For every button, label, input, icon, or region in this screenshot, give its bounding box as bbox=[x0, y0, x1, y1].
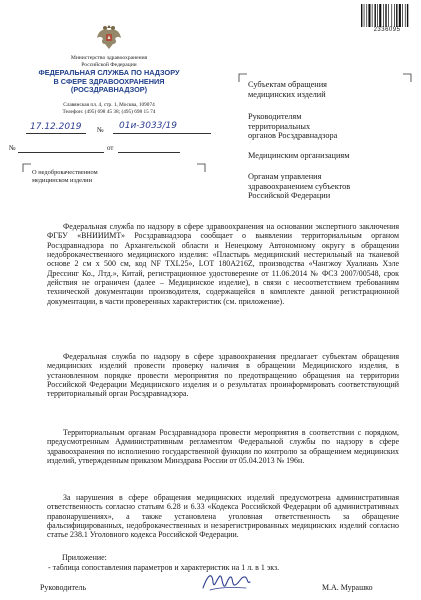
subject-bracket-left bbox=[22, 163, 32, 173]
signatory-name: М.А. Мурашко bbox=[322, 583, 373, 592]
addressee-line: Медицинским организациям bbox=[248, 151, 350, 160]
paragraph-2: Федеральная служба по надзору в сфере здравоохранения предлагает субъектам обращения медицинских изделий провести проверку наличия в обращении Медицинского изделия, в установленном порядке провести мероприятия по предотвращению обращения на территории Российской Федерации Медицинского изделия и о результатах проинформировать соответствующий территориальный орган Росздравнадзора. bbox=[47, 352, 399, 399]
addressee-line: здравоохранением субъектов bbox=[248, 181, 351, 191]
agency-name-line2: В СФЕРЕ ЗДРАВООХРАНЕНИЯ bbox=[53, 76, 165, 86]
addressee-block-1 bbox=[248, 80, 398, 99]
paragraph-1: Федеральная служба по надзору в сфере здравоохранения на основании экспертного заключения ФГБУ «ВНИИИМТ» Росздравнадзора сообщает о выявлении территориальным органом Росздравнадзора по Архангельской области и Ненецкому Автономному округу в обращении недоброкачественного медицинского изделия: «Пластырь медицинский нестерильный на тканевой основе 2 см х 500 см, код NF TXL25», LOT 180A216Z, производства «Чангжоу Хуалиань Хэле Дрессинг Ко., Лтд.», Китай, регистрационное удостоверение от 11.06.2014 № ФСЗ 2007/00548, срок действия не ограничен (далее – Медицинское изделие), в связи с несоответствием требованиям технической документации производителя, содержащейся в комплекте данной регистрационной документации, в части проверенных характеристик (см. приложение). bbox=[47, 222, 399, 306]
subject-bracket-right bbox=[196, 163, 206, 173]
from-label: от bbox=[107, 144, 114, 152]
agency-address: Славянская пл. 4, стр. 1, Москва, 109074 bbox=[63, 102, 155, 108]
addressee-bracket-right bbox=[402, 73, 412, 83]
addressee-line: медицинских изделий bbox=[248, 89, 326, 99]
agency-name-line1: ФЕДЕРАЛЬНАЯ СЛУЖБА ПО НАДЗОРУ bbox=[38, 68, 180, 77]
paragraph-3: Территориальным органам Росздравнадзора провести мероприятия в соответствии с порядком, предусмотренным Административным регламентом Федеральной службы по надзору в сфере здравоохранения по исполнению государственной функции по контролю за обращением медицинских изделий, утвержденным приказом Минздрава России от 05.04.2013 № 196н. bbox=[47, 428, 399, 466]
addressee-block-2 bbox=[248, 112, 398, 141]
country-name: Российской Федерации bbox=[81, 61, 137, 68]
ref-number-underline bbox=[18, 152, 104, 153]
number-underline bbox=[113, 133, 211, 134]
document-number: 01и-3033/19 bbox=[119, 121, 177, 131]
paragraph-4: За нарушения в сфере обращения медицинских изделий предусмотрена административная ответственность согласно статьям 6.28 и 6.33 «Кодекса Российской Федерации об административных правонарушениях», а также установлена уголовная ответственность за обращение фальсифицированных, недоброкачественных и незарегистрированных медицинских изделий согласно статье 238.1 Уголовного кодекса Российской Федерации. bbox=[47, 493, 399, 540]
addressee-line: территориальных bbox=[248, 121, 311, 131]
coat-of-arms-emblem-icon bbox=[96, 22, 122, 52]
addressee-line: Органам управления bbox=[248, 172, 322, 181]
handwritten-signature bbox=[200, 568, 252, 594]
barcode-icon bbox=[360, 4, 414, 27]
subject-line-2: медицинском изделии bbox=[32, 176, 93, 184]
number-label: № bbox=[97, 126, 104, 134]
ref-date-underline bbox=[118, 152, 180, 153]
addressee-line: Субъектам обращения bbox=[248, 80, 327, 89]
signatory-title: Руководитель bbox=[40, 583, 87, 592]
number-sign-label: № bbox=[9, 144, 16, 152]
addressee-block-4 bbox=[248, 172, 398, 201]
addressee-line: Российской Федерации bbox=[248, 191, 331, 201]
agency-abbreviation: (РОСЗДРАВНАДЗОР) bbox=[70, 85, 148, 94]
addressee-block-3 bbox=[248, 151, 398, 161]
attachment-item: - таблица сопоставления параметров и характеристик на 1 л. в 1 экз. bbox=[48, 563, 280, 572]
attachment-label: Приложение: bbox=[62, 553, 107, 562]
subject-line-1: О недоброкачественном bbox=[32, 169, 98, 176]
agency-phone: Телефон: (495) 698 45 38; (495) 698 15 74 bbox=[62, 109, 156, 115]
ministry-name: Министерство здравоохранения bbox=[70, 55, 148, 61]
date-underline bbox=[26, 133, 86, 134]
barcode-number: 2336095 bbox=[373, 27, 401, 33]
addressee-line: органов Росздравнадзора bbox=[248, 131, 338, 141]
addressee-bracket-left bbox=[238, 73, 248, 83]
addressee-line: Руководителям bbox=[248, 112, 302, 121]
document-date: 17.12.2019 bbox=[30, 122, 82, 132]
